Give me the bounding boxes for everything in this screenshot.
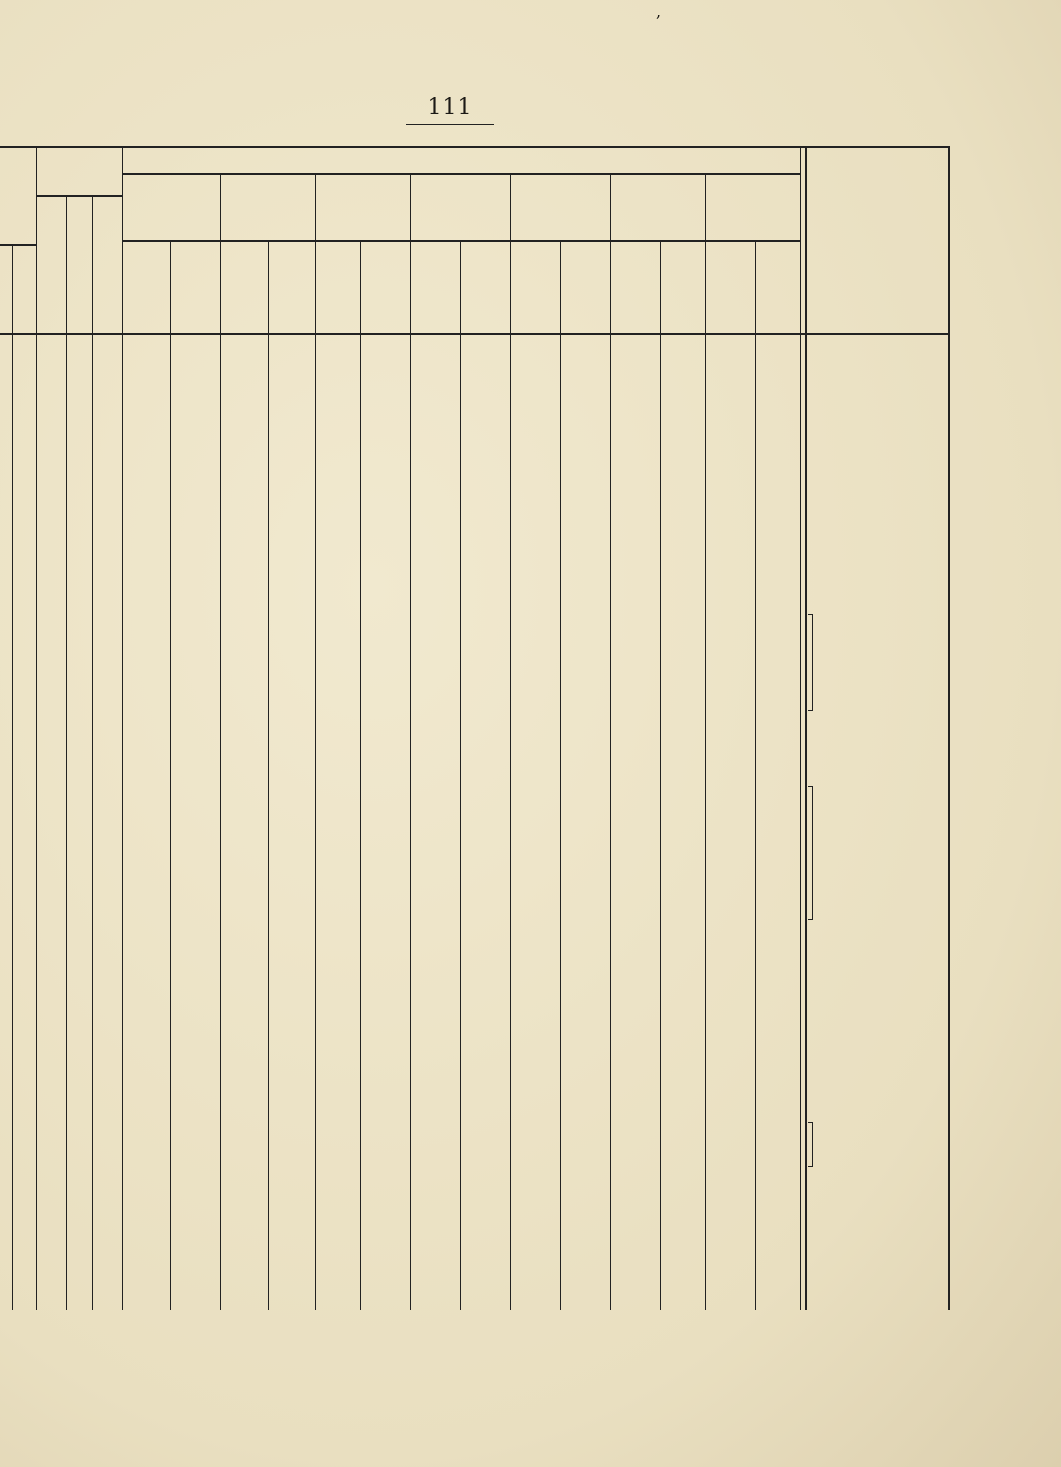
payments-title-rule bbox=[122, 173, 800, 175]
column-rule bbox=[92, 195, 93, 1310]
note-brace-end bbox=[808, 1166, 813, 1167]
column-rule bbox=[220, 173, 221, 1310]
note-brace-end bbox=[808, 1122, 813, 1123]
column-rule bbox=[560, 240, 561, 1310]
notes-left-rule bbox=[805, 146, 807, 1310]
note-brace-end bbox=[808, 710, 813, 711]
column-rule bbox=[510, 173, 511, 1310]
note-brace bbox=[812, 1122, 813, 1166]
column-rule bbox=[705, 173, 706, 1310]
column-rule bbox=[36, 146, 37, 1310]
note-brace-end bbox=[808, 614, 813, 615]
page-number: 111 bbox=[427, 95, 473, 120]
column-rule bbox=[12, 244, 13, 1310]
note-brace bbox=[812, 614, 813, 710]
column-rule bbox=[460, 240, 461, 1310]
page-number-rule bbox=[406, 124, 494, 125]
left-fragment-rule bbox=[0, 244, 36, 246]
column-rule bbox=[660, 240, 661, 1310]
ink-mark: , bbox=[656, 2, 662, 21]
column-rule bbox=[122, 146, 123, 1310]
note-brace-end bbox=[808, 786, 813, 787]
column-rule bbox=[410, 173, 411, 1310]
table-right-border bbox=[948, 146, 950, 1310]
column-rule bbox=[268, 240, 269, 1310]
column-rule bbox=[610, 173, 611, 1310]
column-rule bbox=[360, 240, 361, 1310]
column-rule bbox=[66, 195, 67, 1310]
note-brace-end bbox=[808, 919, 813, 920]
column-rule bbox=[170, 240, 171, 1310]
livestock-group-rule bbox=[36, 195, 122, 197]
column-rule bbox=[755, 240, 756, 1310]
column-rule bbox=[315, 173, 316, 1310]
column-rule bbox=[800, 146, 801, 1310]
note-brace bbox=[812, 786, 813, 919]
